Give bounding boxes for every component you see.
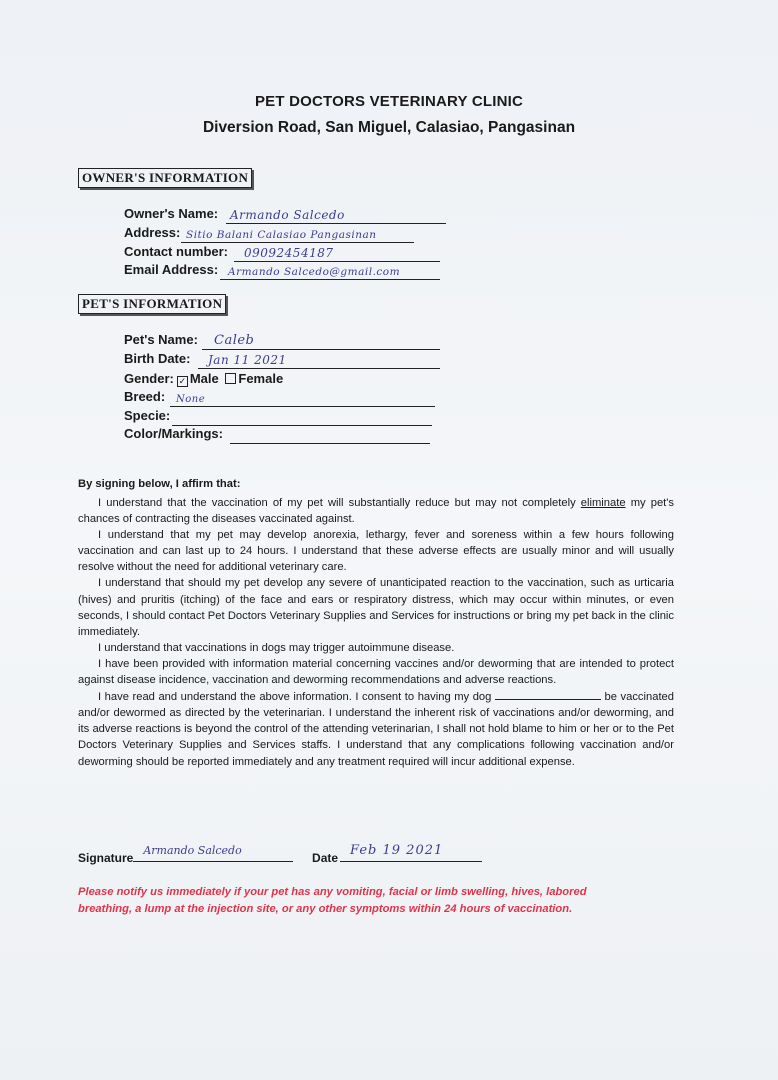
owner-address-label: Address: bbox=[124, 225, 181, 240]
pet-name-value: Caleb bbox=[214, 333, 255, 348]
consent-paragraph-3: I understand that should my pet develop any severe of unanticipated reaction to the vaccination, such as urticaria (hives) and pruritis (itching) of the face and ears or respiratory distress, which may occur within minutes, or even seconds, I should contact Pet Doctors Veterinary Supplies and Services for instructions or bring my pet back in the clinic immediately. bbox=[78, 577, 674, 638]
owner-address-field[interactable] bbox=[124, 225, 414, 243]
post-vaccination-notice: Please notify us immediately if your pet has any vomiting, facial or limb swelling, hives, labored breathing, a lump at the injection site, or any other symptoms within 24 hours of vaccination. bbox=[78, 886, 587, 915]
gender-label: Gender: bbox=[124, 371, 174, 386]
signature-row bbox=[78, 843, 482, 865]
consent-paragraph-2: I understand that my pet may develop anorexia, lethargy, fever and soreness within a few hours following vaccination and can last up to 24 hours. I understand that these adverse effects are usually minor and will usually resolve without the need for additional veterinary care. bbox=[78, 529, 674, 574]
owner-section-heading: OWNER'S INFORMATION bbox=[78, 168, 252, 188]
pet-name-field[interactable] bbox=[124, 332, 440, 350]
male-checkbox[interactable]: ✓ bbox=[178, 376, 187, 386]
consent-paragraph-5: I have been provided with information material concerning vaccines and/or deworming that are intended to protect against disease incidence, vaccination and deworming recommendations and adverse reactions. bbox=[78, 657, 674, 687]
female-checkbox[interactable] bbox=[225, 373, 236, 384]
consent-paragraph-6: I have read and understand the above information. I consent to having my dog be vaccinated and/or dewormed as directed by the veterinarian. I understand the inherent risk of vaccinations and/or deworming, and its adverse reactions is beyond the control of the attending veterinarian, I shall not hold blame to him or her or to the Pet Doctors Veterinary Supplies and Services staffs. I understand that any complications following vaccination and/or deworming should be reported immediately and any treatment required will incur additional expense. bbox=[78, 688, 674, 769]
pet-breed-field[interactable] bbox=[124, 389, 435, 407]
pet-birthdate-field[interactable] bbox=[124, 351, 440, 369]
date-field[interactable] bbox=[340, 843, 482, 862]
clinic-name: PET DOCTORS VETERINARY CLINIC bbox=[254, 93, 524, 110]
owner-name-value: Armando Salcedo bbox=[230, 208, 345, 222]
date-value: Feb 19 2021 bbox=[350, 843, 444, 858]
pet-breed-label: Breed: bbox=[124, 389, 166, 404]
male-label: Male bbox=[189, 371, 219, 386]
pet-color-label: Color/Markings: bbox=[124, 426, 223, 441]
owner-contact-value: 09092454187 bbox=[244, 246, 334, 260]
owner-name-label: Owner's Name: bbox=[124, 206, 219, 221]
owner-contact-label: Contact number: bbox=[124, 244, 228, 259]
pet-color-field[interactable] bbox=[124, 426, 430, 444]
owner-name-field[interactable] bbox=[124, 206, 446, 224]
pet-birthdate-label: Birth Date: bbox=[124, 351, 191, 366]
date-label: Date bbox=[312, 851, 339, 865]
pet-breed-value: None bbox=[176, 394, 206, 405]
owner-email-field[interactable] bbox=[124, 262, 440, 280]
pet-name-label: Pet's Name: bbox=[124, 332, 198, 347]
female-label: Female bbox=[238, 371, 284, 386]
pet-gender-field bbox=[124, 371, 283, 386]
pet-birthdate-value: Jan 11 2021 bbox=[208, 353, 287, 367]
consent-paragraph-1: I understand that the vaccination of my pet will substantially reduce but may not completely eliminate my pet's chances of contracting the diseases vaccinated against. bbox=[78, 497, 674, 526]
consent-text bbox=[78, 495, 674, 770]
consent-paragraph-4: I understand that vaccinations in dogs may trigger autoimmune disease. bbox=[98, 641, 455, 654]
owner-email-value: Armando Salcedo@gmail.com bbox=[228, 266, 401, 278]
signature-field[interactable] bbox=[133, 844, 293, 862]
pet-section-heading: PET'S INFORMATION bbox=[78, 294, 226, 314]
consent-intro: By signing below, I affirm that: bbox=[78, 478, 241, 490]
dog-name-blank[interactable] bbox=[495, 688, 601, 700]
owner-email-label: Email Address: bbox=[124, 262, 219, 277]
clinic-address: Diversion Road, San Miguel, Calasiao, Pangasinan bbox=[202, 119, 576, 136]
signature-label: Signature bbox=[78, 851, 134, 865]
owner-contact-field[interactable] bbox=[124, 244, 440, 262]
pet-specie-label: Specie: bbox=[124, 408, 171, 423]
pet-specie-field[interactable] bbox=[124, 408, 432, 426]
signature-value: Armando Salcedo bbox=[143, 844, 242, 857]
owner-address-value: Sitio Balani Calasiao Pangasinan bbox=[186, 229, 377, 241]
